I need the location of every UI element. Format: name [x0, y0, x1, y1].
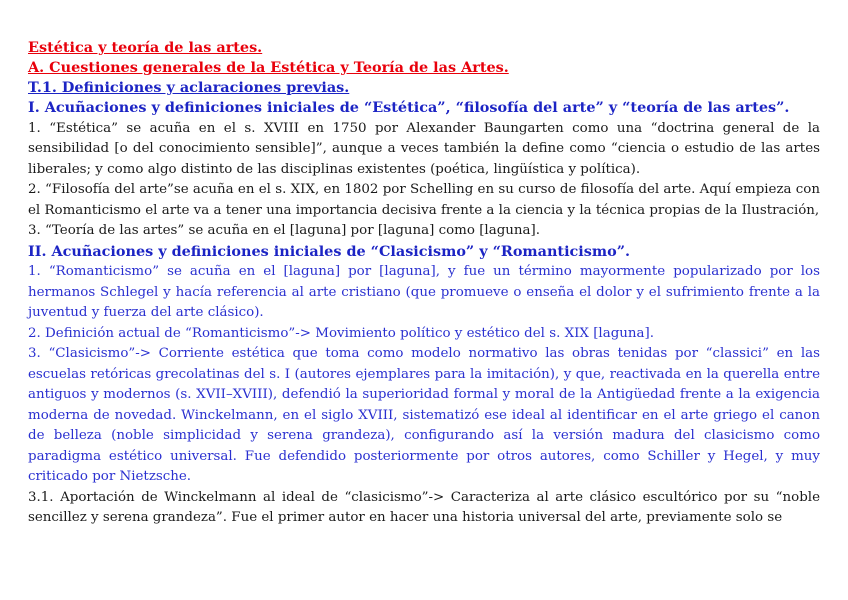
paragraph-estetica: 1. “Estética” se acuña en el s. XVIII en 1750 por Alexander Baungarten como una “doctrina general de la sensibilidad [o del conocimiento sensible]”, aunque a veces también la define como “ciencia o estudio de las artes liberales; y como algo distinto de las disciplinas existentes (poética, lingüística y política). — [28, 120, 820, 177]
paragraph-definicion-romanticismo: 2. Definición actual de “Romanticismo”-> Movimiento político y estético del s. XIX [laguna]. — [28, 325, 654, 341]
document-title: Estética y teoría de las artes. — [28, 39, 263, 56]
paragraph-teoria-de-las-artes: 3. “Teoría de las artes” se acuña en el [laguna] por [laguna] como [laguna]. — [28, 223, 540, 238]
document-page — [28, 38, 820, 529]
paragraph-romanticismo: 1. “Romanticismo” se acuña en el [laguna] por [laguna], y fue un término mayormente popularizado por los hermanos Schlegel y hacía referencia al arte cristiano (que promueve o enseña el dolor y el sufrimiento frente a la juventud y fuerza del arte clásico). — [28, 264, 820, 320]
topic-heading-t1: T.1. Definiciones y aclaraciones previas. — [28, 79, 350, 96]
section-heading-a: A. Cuestiones generales de la Estética y Teoría de las Artes. — [28, 59, 509, 76]
subsection-title-ii: II. Acuñaciones y definiciones iniciales de “Clasicismo” y “Romanticismo”. — [28, 242, 630, 260]
paragraph-clasicismo: 3. “Clasicismo”-> Corriente estética que toma como modelo normativo las obras tenidas por “classici” en las escuelas retóricas grecolatinas del s. I (autores ejemplares para la imitación), y que, reactivada en la querella entre antiguos y modernos (s. XVII–XVIII), defendió la superioridad formal y moral de la Antigüedad frente a la exigencia moderna de novedad. Winckelmann, en el siglo XVIII, sistematizó ese ideal al identificar en el arte griego el canon de belleza (noble simplicidad y serena grandeza), configurando así la versión madura del clasicismo como paradigma estético universal. Fue defendido posteriormente por otros autores, como Schiller y Hegel, y muy criticado por Nietzsche. — [28, 346, 820, 484]
subsection-title-i: I. Acuñaciones y definiciones iniciales de “Estética”, “filosofía del arte” y “teoría de las artes”. — [28, 99, 790, 116]
paragraph-filosofia-del-arte: 2. “Filosofía del arte”se acuña en el s. XIX, en 1802 por Schelling en su curso de filosofía del arte. Aquí empieza con el Romanticismo el arte va a tener una importancia decisiva frente a la ciencia y la técnica propias de la Ilustración, — [28, 182, 820, 218]
paragraph-winckelmann: 3.1. Aportación de Winckelmann al ideal de “clasicismo”-> Caracteriza al arte clásico escultórico por su “noble sencillez y serena grandeza”. Fue el primer autor en hacer una historia universal del arte, previamente solo se — [28, 489, 820, 525]
